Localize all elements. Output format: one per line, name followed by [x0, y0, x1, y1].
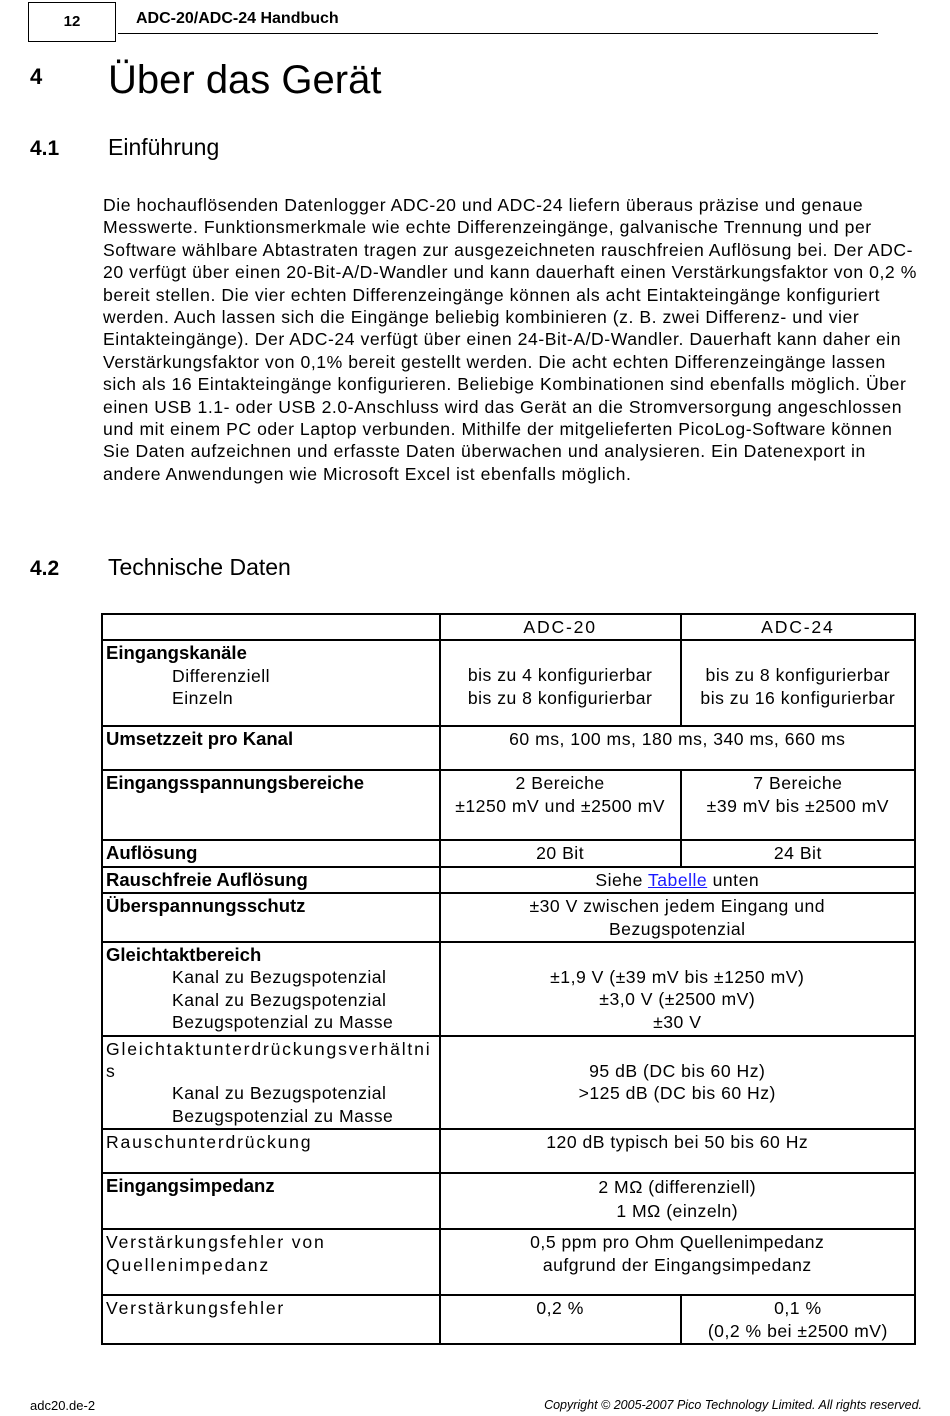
cell-line: bis zu 4 konfigurierbar — [467, 665, 653, 686]
cell-line: aufgrund der Eingangsimpedanz — [542, 1254, 812, 1275]
row-label-cell — [102, 1129, 440, 1173]
cell-line: 0,5 ppm pro Ohm Quellenimpedanz — [530, 1232, 825, 1253]
table-row — [102, 726, 915, 770]
table-row — [102, 942, 915, 1036]
footer-doc-id: adc20.de-2 — [30, 1398, 96, 1413]
page-number: 12 — [28, 2, 116, 42]
row-sublabel: Bezugspotenzial zu Masse — [172, 1105, 394, 1126]
adc24-cell — [681, 770, 915, 840]
chapter-title: Über das Gerät — [108, 58, 382, 102]
table-row — [102, 1173, 915, 1229]
cell-line: ±30 V — [653, 1011, 702, 1032]
row-label: Gleichtaktbereich — [106, 944, 262, 966]
row-label: Rauschfreie Auflösung — [106, 868, 308, 890]
cell-line: 1 MΩ (einzeln) — [616, 1201, 739, 1222]
value-cell — [440, 867, 915, 893]
row-label: Auflösung — [106, 842, 198, 864]
row-label-cell — [102, 1229, 440, 1295]
section-number-intro: 4.1 — [30, 137, 60, 160]
row-sublabel: Einzeln — [172, 688, 234, 709]
cell-line: 2 Bereiche — [515, 773, 605, 794]
cell-line: bis zu 16 konfigurierbar — [700, 687, 896, 708]
adc24-cell: 24 Bit — [681, 840, 915, 866]
row-label: Verstärkungsfehler von Quellenimpedanz — [106, 1232, 326, 1275]
adc24-cell — [681, 1295, 915, 1344]
section-title-specs: Technische Daten — [108, 554, 291, 580]
cell-line: bis zu 8 konfigurierbar — [467, 687, 653, 708]
value-cell — [440, 893, 915, 942]
row-label: Gleichtaktunterdrückungsverhältnis — [106, 1038, 432, 1082]
row-label: Eingangsimpedanz — [106, 1175, 275, 1197]
spec-table — [101, 613, 916, 1345]
intro-paragraph-block — [103, 194, 923, 485]
section-title-intro: Einführung — [108, 134, 220, 160]
cell-line: 95 dB (DC bis 60 Hz) — [589, 1060, 766, 1081]
cell-line: (0,2 % bei ±2500 mV) — [707, 1320, 888, 1341]
table-row — [102, 770, 915, 840]
cell-line: ±1,9 V (±39 mV bis ±1250 mV) — [550, 967, 805, 988]
table-row — [102, 893, 915, 942]
value-cell — [440, 1229, 915, 1295]
cell-line: Bezugspotenzial — [608, 918, 746, 939]
row-label-cell — [102, 726, 440, 770]
row-label-cell — [102, 942, 440, 1036]
adc24-cell — [681, 640, 915, 726]
value-cell: 60 ms, 100 ms, 180 ms, 340 ms, 660 ms — [440, 726, 915, 770]
table-row — [102, 640, 915, 726]
table-row — [102, 1129, 915, 1173]
cell-line: bis zu 8 konfigurierbar — [705, 665, 891, 686]
value-cell — [440, 1036, 915, 1130]
column-header-adc24: ADC-24 — [681, 614, 915, 640]
value-cell — [440, 1173, 915, 1229]
cell-text: unten — [712, 869, 760, 890]
cell-line: 2 MΩ (differenziell) — [598, 1177, 757, 1198]
table-row — [102, 1295, 915, 1344]
cell-line: ±3,0 V (±2500 mV) — [599, 989, 756, 1010]
table-header-row — [102, 614, 915, 640]
adc20-cell — [440, 640, 681, 726]
row-sublabel: Kanal zu Bezugspotenzial — [172, 989, 387, 1010]
row-label-cell — [102, 867, 440, 893]
cell-line: ±30 V zwischen jedem Eingang und — [529, 896, 826, 917]
row-label: Überspannungsschutz — [106, 895, 306, 917]
adc20-cell: 20 Bit — [440, 840, 681, 866]
row-label-cell — [102, 640, 440, 726]
row-label-cell — [102, 770, 440, 840]
column-header-adc20: ADC-20 — [440, 614, 681, 640]
value-cell — [440, 942, 915, 1036]
row-label: Eingangsspannungsbereiche — [106, 772, 365, 794]
table-row — [102, 867, 915, 893]
row-label: Eingangskanäle — [106, 642, 247, 664]
row-label-cell — [102, 1036, 440, 1130]
header-title: ADC-20/ADC-24 Handbuch — [136, 10, 339, 27]
footer-copyright: Copyright © 2005-2007 Pico Technology Limited. All rights reserved. — [544, 1398, 922, 1412]
cell-text: Siehe — [595, 869, 643, 890]
table-row — [102, 1036, 915, 1130]
section-number-specs: 4.2 — [30, 557, 60, 580]
chapter-number: 4 — [30, 64, 43, 89]
cell-line: ±39 mV bis ±2500 mV — [706, 795, 890, 816]
adc20-cell: 0,2 % — [440, 1295, 681, 1344]
table-row — [102, 840, 915, 866]
row-sublabel: Differenziell — [172, 665, 271, 686]
row-label-cell — [102, 1295, 440, 1344]
row-label-cell — [102, 1173, 440, 1229]
header-rule — [118, 33, 878, 34]
row-label: Umsetzzeit pro Kanal — [106, 728, 294, 750]
cell-line: >125 dB (DC bis 60 Hz) — [578, 1083, 776, 1104]
row-sublabel: Kanal zu Bezugspotenzial — [172, 1083, 387, 1104]
row-sublabel: Bezugspotenzial zu Masse — [172, 1012, 394, 1033]
value-cell: 120 dB typisch bei 50 bis 60 Hz — [440, 1129, 915, 1173]
cell-line: ±1250 mV und ±2500 mV — [455, 795, 665, 816]
adc20-cell — [440, 770, 681, 840]
table-row — [102, 1229, 915, 1295]
row-label: Rauschunterdrückung — [106, 1132, 313, 1153]
intro-paragraph: Die hochauflösenden Datenlogger ADC-20 und ADC-24 liefern überaus präzise und genaue Messwerte. Funktionsmerkmale wie echte Differenzeingänge, galvanische Trennung und per Software wählbare Abtastraten tragen zur ausgezeichneten rauschfreien Auflösung bei. Der ADC-20 verfügt über einen 20-Bit-A/D-Wandler und kann dauerhaft einen Verstärkungsfaktor von 0,2 % bereit stellen. Die vier echten Differenzeingänge können als acht Eintakteingänge konfiguriert werden. Auch lassen sich die Eingänge beliebig kombinieren (z. B. zwei Differenz- und vier Eintakteingänge). Der ADC-24 verfügt über einen 24-Bit-A/D-Wandler. Dauerhaft kann daher ein Verstärkungsfaktor von 0,1% bereit gestellt werden. Die acht echten Differenzeingänge lassen sich als 16 Eintakteingänge konfigurieren. Beliebige Kombinationen sind ebenfalls möglich. Über einen USB 1.1- oder USB 2.0-Anschluss wird das Gerät an die Stromversorgung angeschlossen und mit einem PC oder Laptop verbunden. Mithilfe der mitgelieferten PicoLog-Software können Sie Daten aufzeichnen und erfasste Daten überwachen und analysieren. Ein Datenexport in andere Anwendungen wie Microsoft Excel ist ebenfalls möglich. — [103, 195, 917, 484]
row-label: Verstärkungsfehler — [106, 1298, 286, 1319]
table-header-empty — [102, 614, 440, 640]
row-label-cell — [102, 893, 440, 942]
row-label-cell — [102, 840, 440, 866]
cell-line: 0,1 % — [774, 1298, 822, 1319]
cell-line: 7 Bereiche — [753, 773, 843, 794]
table-link[interactable]: Tabelle — [647, 869, 708, 890]
row-sublabel: Kanal zu Bezugspotenzial — [172, 967, 387, 988]
